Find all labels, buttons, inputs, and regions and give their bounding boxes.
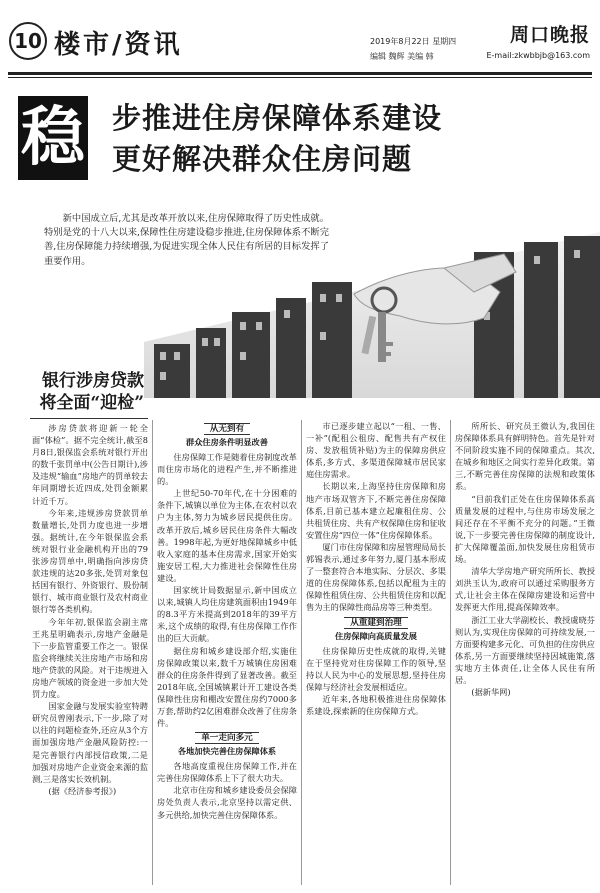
headline-line-2: 更好解决群众住房问题 (112, 142, 413, 176)
paragraph: 住房保障历史性成就的取得,关键在于坚持党对住房保障工作的领导,坚持以人民为中心的发展思想,坚持住房保障与经济社会发展相适应。 (306, 645, 446, 692)
page-number: 10 (9, 22, 47, 60)
section-heading: 从重建到治理 (306, 616, 446, 628)
side-story-headline-line-2: 将全面“迎检” (39, 393, 144, 413)
paragraph: 北京市住房和城乡建设委员会保障房处负责人表示,北京坚持以需定供、多元供给,加快完善住房保障体系。 (157, 785, 297, 820)
section-title: 楼市/资讯 (54, 30, 183, 60)
paragraph: 厦门市住房保障和房屋管理局局长郭锡表示,通过多年努力,厦门基本形成了一整套符合本地实际、分层次、多渠道的住房保障体系,包括以配租为主的保障性租赁住房、公共租赁住房和以配售为主的保障性商品房等三种类型。 (306, 541, 446, 613)
header-info (370, 20, 590, 62)
editor-credit: 编辑 魏辉 美编 韩 (370, 52, 434, 61)
section-heading: 从无到有 (157, 422, 297, 434)
headline-line-1: 步推进住房保障体系建设 (112, 101, 443, 135)
paragraph: 今年年初,银保监会副主席王兆星明确表示,房地产金融是下一步监管重要工作之一。银保监会将继续关注房地产市场和房地产贷款的风险。对于违规进入房地产领域的资金进一步加大处罚力度。 (32, 616, 148, 700)
keys-photo (144, 232, 600, 398)
paragraph: 市已逐步建立起以“一租、一售、一补”(配租公租房、配售共有产权住房、发放租赁补贴)为主的保障房供应体系,多方式、多渠道保障城市居民家庭住房需求。 (306, 421, 446, 480)
section-heading: 单一走向多元 (157, 731, 297, 743)
paragraph: 国家金融与发展实验室特聘研究员曾刚表示,下一步,除了对以往的问题检查外,还应从3个方面加强房地产金融风险防控:一是完善银行内部授信政策,二是加强对房地产企业资金来源的监测,三是落实长效机制。 (32, 701, 148, 784)
article-column-3 (306, 420, 446, 888)
article-column-4 (455, 420, 595, 888)
paragraph: 长期以来,上海坚持住房保障和房地产市场双管齐下,不断完善住房保障体系,目前已基本建立起廉租住房、公共租赁住房、共有产权保障住房和征收安置住房“四位一体”住房保障体系。 (306, 481, 446, 540)
paragraph: 清华大学房地产研究所所长、教授刘洪玉认为,政府可以通过采购服务方式,让社会主体在保障房建设和运营中发挥更大作用,提高保障效率。 (455, 566, 595, 613)
issue-date: 2019年8月22日 星期四 (370, 37, 457, 46)
paragraph: “目前我们正处在住房保障体系高质量发展的过程中,与住房市场发展之间还存在不平衡不充分的问题。”王微说,下一步要完善住房保障的制度设计,扩大保障覆盖面,加快发展住房租赁市场。 (455, 493, 595, 565)
side-story-headline (34, 370, 144, 414)
masthead: 周口晚报 (509, 24, 590, 46)
paragraph: 住房保障工作是随着住房制度改革而住房市场化的进程产生,并不断推进的。 (157, 452, 297, 487)
source-credit: (据新华网) (471, 687, 511, 698)
page-header (0, 0, 600, 78)
paragraph: 据住房和城乡建设部介绍,实施住房保障政策以来,数千万城镇住房困难群众的住房条件得到了显著改善。截至2018年底,全国城镇累计开工建设各类保障性住房和棚改安置住房约7000多万套,帮助约2亿困难群众改善了住房条件。 (157, 645, 297, 729)
paragraph: 所所长、研究员王微认为,我国住房保障体系具有鲜明特色。首先是针对不同阶段实施不同的保障重点。其次,在城乡和地区之间实行差异化政策。第三,不断完善住房保障的法规和政策体系。 (455, 421, 595, 492)
paragraph: 涉房贷款将迎新一轮全面“体检”。据不完全统计,截至8月8日,银保监会系统对银行开出的数千张罚单中(公告日期计),涉及违规“输血”房地产的罚单较去年同期增长近四成,处罚金额累计近千万。 (32, 423, 148, 506)
paragraph: 上世纪50-70年代,在十分困难的条件下,城镇以单位为主体,在农村以农户为主体,努力为城乡居民提供住房。改革开放后,城乡居民住房条件大幅改善。1998年起,为更好地保障城乡中低收入家庭的基本住房需求,国家开始实施安居工程,大力推进社会保障性住房建设。 (157, 488, 297, 583)
section-subheading: 住房保障向高质量发展 (335, 630, 417, 641)
paragraph: 浙江工业大学副校长、教授虞晓芬则认为,实现住房保障的可持续发展,一方面要构建多元化、可负担的住房供应体系,另一方面要继续坚持因城施策,落实地方主体责任,让全体人民住有所居。 (455, 614, 595, 685)
column-divider (301, 420, 302, 885)
header-rule (8, 72, 592, 75)
paragraph: 今年来,违规涉房贷款罚单数量增长,处罚力度也进一步增强。据统计,在今年银保监会系统对银行业金融机构开出的79张涉房罚单中,明确指向涉房贷款违规的达20多张,处罚对象包括国有银行、外资银行、股份制银行、城市商业银行及农村商业银行等各类机构。 (32, 507, 148, 615)
lead-paragraph: 新中国成立后,尤其是改革开放以来,住房保障取得了历史性成就。特别是党的十八大以来,保障性住房建设稳步推进,住房保障体系不断完善,住房保障能力持续增强,为促进实现全体人民住有所居的目标发挥了重要作用。 (44, 213, 329, 267)
header-rule-thin (8, 77, 592, 78)
section-subheading: 各地加快完善住房保障体系 (177, 746, 277, 757)
side-story-headline-line-1: 银行涉房贷款 (42, 371, 144, 391)
paragraph: 国家统计局数据显示,新中国成立以来,城镇人均住房建筑面积由1949年的8.3平方米提高到2018年的39平方米,这个成绩的取得,有住房保障工作作出的巨大贡献。 (157, 585, 297, 644)
column-divider (152, 420, 153, 885)
paragraph: 各地高度重视住房保障工作,并在完善住房保障体系上下了很大功夫。 (157, 761, 297, 784)
article-column-2 (157, 420, 297, 888)
side-story-rule (30, 418, 148, 419)
paragraph: 近年来,各地积极推进住房保障体系建设,探索新的住房保障方式。 (306, 693, 446, 716)
source-credit: (据《经济参考报》) (48, 785, 117, 796)
contact-email: E-mail:zkwbbjb@163.com (486, 51, 590, 60)
column-divider (450, 420, 451, 885)
article-column-1 (32, 422, 148, 887)
section-subheading: 群众住房条件明显改善 (186, 437, 268, 447)
headline-initial: 稳 (18, 96, 88, 180)
headline (112, 98, 442, 180)
